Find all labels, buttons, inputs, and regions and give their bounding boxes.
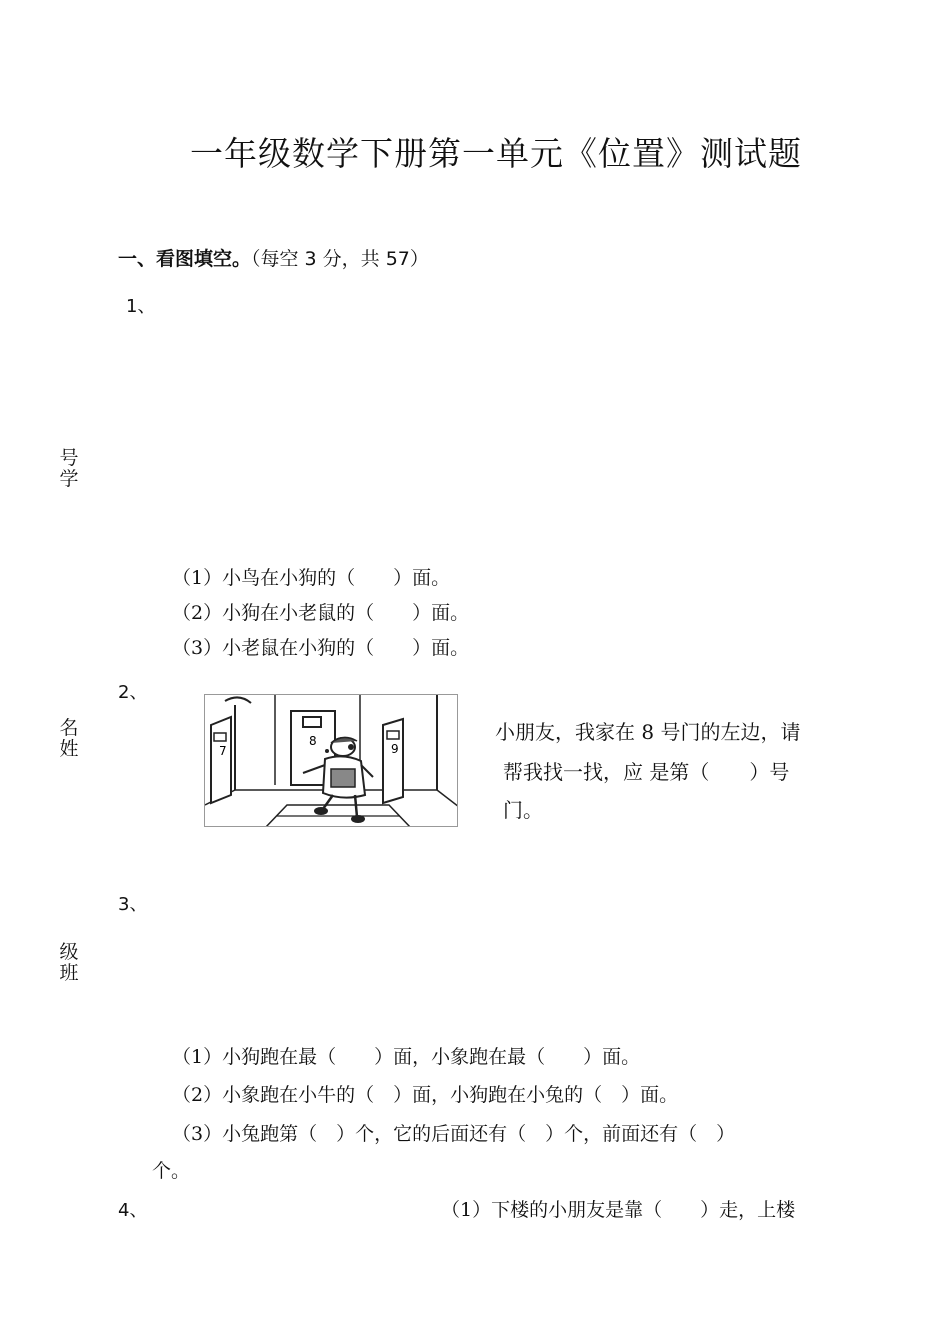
q3-item-3-continued: 个。: [152, 1160, 191, 1182]
door-number-8: 8: [309, 734, 317, 748]
door-number-7: 7: [219, 744, 227, 758]
q1-item-3: （3）小老鼠在小狗的（ ）面。: [172, 637, 470, 659]
q4-number: 4、: [118, 1200, 148, 1221]
side-label-class: [58, 942, 80, 984]
door-number-9: 9: [391, 742, 399, 756]
q1-item-2: （2）小狗在小老鼠的（ ）面。: [172, 602, 470, 624]
side-label-class-text: 级班: [59, 941, 79, 984]
side-label-name: [58, 718, 80, 760]
side-label-name-text: 名姓: [59, 717, 79, 760]
doors-illustration: [205, 695, 458, 827]
q3-item-3: （3）小兔跑第（ ）个，它的后面还有（ ）个，前面还有（ ）: [172, 1123, 736, 1145]
side-label-student-id: [58, 448, 80, 490]
q1-item-1: （1）小鸟在小狗的（ ）面。: [172, 567, 451, 589]
q3-item-2: （2）小象跑在小牛的（ ）面，小狗跑在小兔的（ ）面。: [172, 1084, 679, 1106]
section-scoring: （每空 3 分，共 57）: [251, 248, 429, 270]
q1-number: 1、: [126, 296, 156, 317]
q2-text-line-1: 小朋友，我家在 8 号门的左边，请: [495, 720, 801, 744]
q2-text-line-3: 门。: [503, 798, 543, 822]
section-heading: [118, 244, 429, 271]
doors-picture: [204, 694, 458, 827]
q2-number: 2、: [118, 682, 148, 703]
section-heading-text: 一、看图填空。: [118, 248, 252, 270]
q3-item-1: （1）小狗跑在最（ ）面，小象跑在最（ ）面。: [172, 1046, 641, 1068]
page-title: 一年级数学下册第一单元《位置》测试题: [190, 134, 802, 173]
q3-number: 3、: [118, 894, 148, 915]
side-label-student-id-text: 号学: [59, 447, 79, 490]
q4-item-1: （1）下楼的小朋友是靠（ ）走，上楼: [441, 1199, 796, 1221]
q2-text-line-2: 帮我找一找，应 是第（ ）号: [503, 760, 790, 784]
